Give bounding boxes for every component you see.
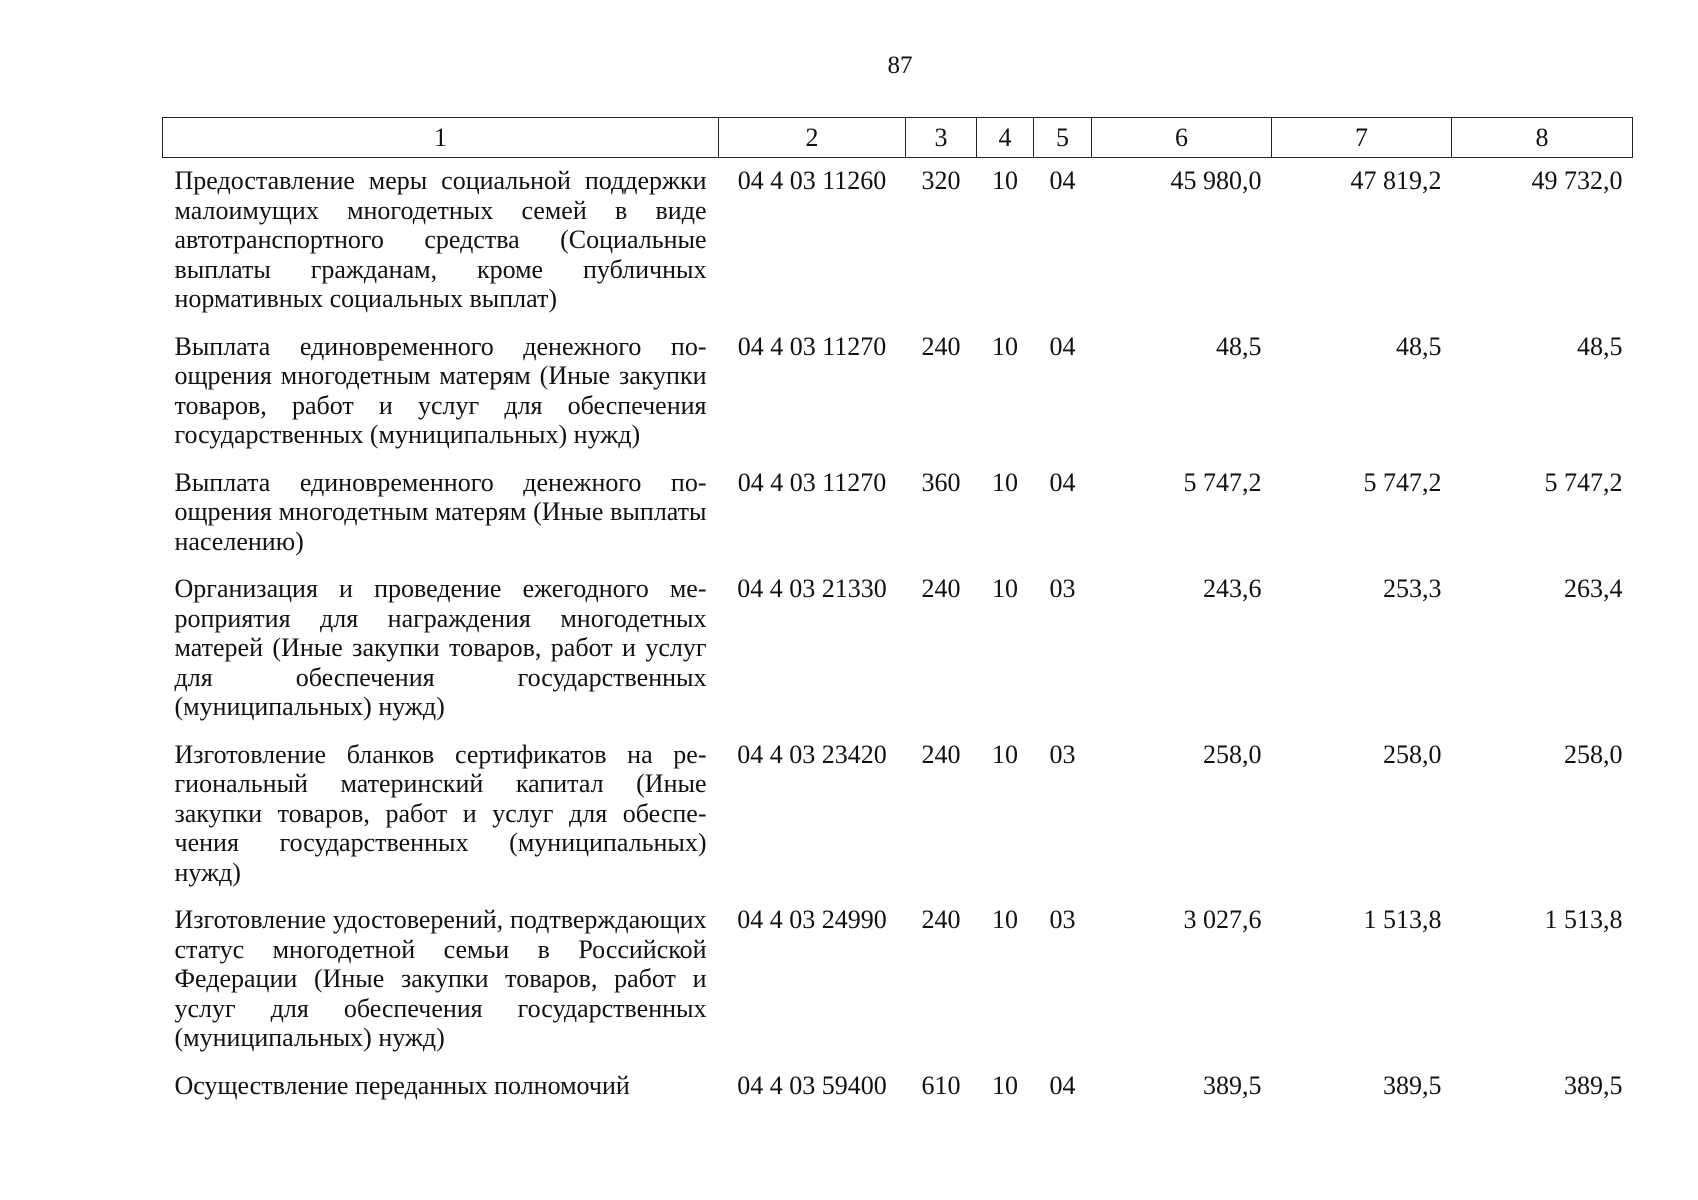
row-amount-col6: 3 027,6 — [1183, 905, 1262, 934]
table-row — [163, 732, 1633, 898]
row-target-article: 04 4 03 21330 — [737, 574, 887, 603]
row-expense-type: 240 — [921, 574, 961, 603]
table-row — [163, 1063, 1633, 1111]
row-amount-col7: 258,0 — [1383, 739, 1442, 769]
row-expense-type: 240 — [921, 331, 961, 361]
row-amount-col7: 47 819,2 — [1350, 166, 1442, 195]
row-description: Выплата единовременного денежного поощрения многодетным матерям (Иные выплаты населению) — [174, 467, 707, 556]
header-col-1: 1 — [163, 118, 719, 158]
row-amount-col8: 1 513,8 — [1544, 905, 1623, 934]
row-expense-type: 240 — [921, 905, 961, 934]
row-subsection: 03 — [1049, 905, 1076, 934]
row-section: 10 — [992, 467, 1018, 497]
header-col-5: 5 — [1034, 118, 1092, 158]
row-target-article: 04 4 03 11260 — [737, 166, 887, 195]
header-col-7: 7 — [1272, 118, 1452, 158]
row-subsection: 04 — [1049, 166, 1076, 195]
row-amount-col8: 49 732,0 — [1531, 166, 1623, 195]
table-row — [163, 897, 1633, 1063]
row-amount-col7: 389,5 — [1383, 1070, 1442, 1100]
table-row — [163, 566, 1633, 732]
row-expense-type: 610 — [921, 1070, 961, 1100]
row-amount-col8: 48,5 — [1577, 331, 1623, 361]
row-target-article: 04 4 03 24990 — [737, 905, 887, 934]
row-subsection: 03 — [1049, 739, 1076, 769]
table-row — [163, 158, 1633, 324]
row-target-article: 04 4 03 59400 — [737, 1070, 887, 1100]
row-expense-type: 320 — [921, 166, 961, 195]
row-amount-col7: 48,5 — [1396, 331, 1442, 361]
row-subsection: 04 — [1049, 1070, 1076, 1100]
row-amount-col8: 263,4 — [1564, 574, 1623, 603]
row-amount-col8: 258,0 — [1564, 739, 1623, 769]
table-row — [163, 460, 1633, 567]
page-number: 87 — [887, 52, 913, 79]
row-subsection: 04 — [1049, 467, 1076, 497]
row-expense-type: 240 — [921, 739, 961, 769]
row-target-article: 04 4 03 23420 — [737, 739, 887, 769]
row-description: Изготовление бланков сертификатов на региональный материнский капитал (Иные закупки товаров, работ и услуг для обеспечения государственных (муниципальных) нужд) — [174, 739, 707, 887]
row-section: 10 — [992, 331, 1018, 361]
row-amount-col7: 5 747,2 — [1363, 467, 1442, 497]
row-section: 10 — [992, 1070, 1018, 1100]
row-target-article: 04 4 03 11270 — [737, 331, 887, 361]
row-description: Осуществление переданных полномочий — [174, 1070, 630, 1100]
row-description: Изготовление удостоверений, подтверждающих статус многодетной семьи в Российской Федерации (Иные закупки товаров, работ и услуг для обеспечения государственных (муниципальных) нужд) — [174, 905, 707, 1052]
row-description: Выплата единовременного денежного поощрения многодетным матерям (Иные закупки товаров, работ и услуг для обеспечения государственных (муниципальных) нужд) — [174, 331, 707, 449]
row-section: 10 — [992, 739, 1018, 769]
row-amount-col8: 5 747,2 — [1544, 467, 1623, 497]
row-subsection: 04 — [1049, 331, 1076, 361]
header-col-3: 3 — [906, 118, 977, 158]
row-amount-col6: 5 747,2 — [1183, 467, 1262, 497]
row-amount-col7: 1 513,8 — [1363, 905, 1442, 934]
row-target-article: 04 4 03 11270 — [737, 467, 887, 497]
row-section: 10 — [992, 166, 1018, 195]
row-description: Организация и проведение ежегодного мероприятия для награждения многодетных матерей (Иные закупки товаров, работ и услуг для обеспечения государственных (муниципальных) нужд) — [174, 574, 707, 721]
header-col-8: 8 — [1452, 118, 1633, 158]
row-amount-col6: 45 980,0 — [1170, 166, 1262, 195]
row-subsection: 03 — [1049, 574, 1076, 603]
row-amount-col6: 389,5 — [1203, 1070, 1262, 1100]
row-amount-col6: 243,6 — [1203, 574, 1262, 603]
header-col-6: 6 — [1092, 118, 1272, 158]
row-amount-col6: 258,0 — [1203, 739, 1262, 769]
table-row — [163, 324, 1633, 460]
row-amount-col7: 253,3 — [1383, 574, 1442, 603]
table-header-row — [163, 118, 1633, 158]
row-amount-col8: 389,5 — [1564, 1070, 1623, 1100]
header-col-2: 2 — [719, 118, 906, 158]
header-col-4: 4 — [977, 118, 1034, 158]
budget-table — [162, 117, 1633, 1110]
row-description: Предоставление меры социальной поддержки малоимущих многодетных семей в виде автотранспортного средства (Социальные выплаты гражданам, кроме публичных нормативных социальных выплат) — [174, 166, 707, 313]
row-amount-col6: 48,5 — [1216, 331, 1262, 361]
row-section: 10 — [992, 905, 1018, 934]
row-expense-type: 360 — [921, 467, 961, 497]
row-section: 10 — [992, 574, 1018, 603]
